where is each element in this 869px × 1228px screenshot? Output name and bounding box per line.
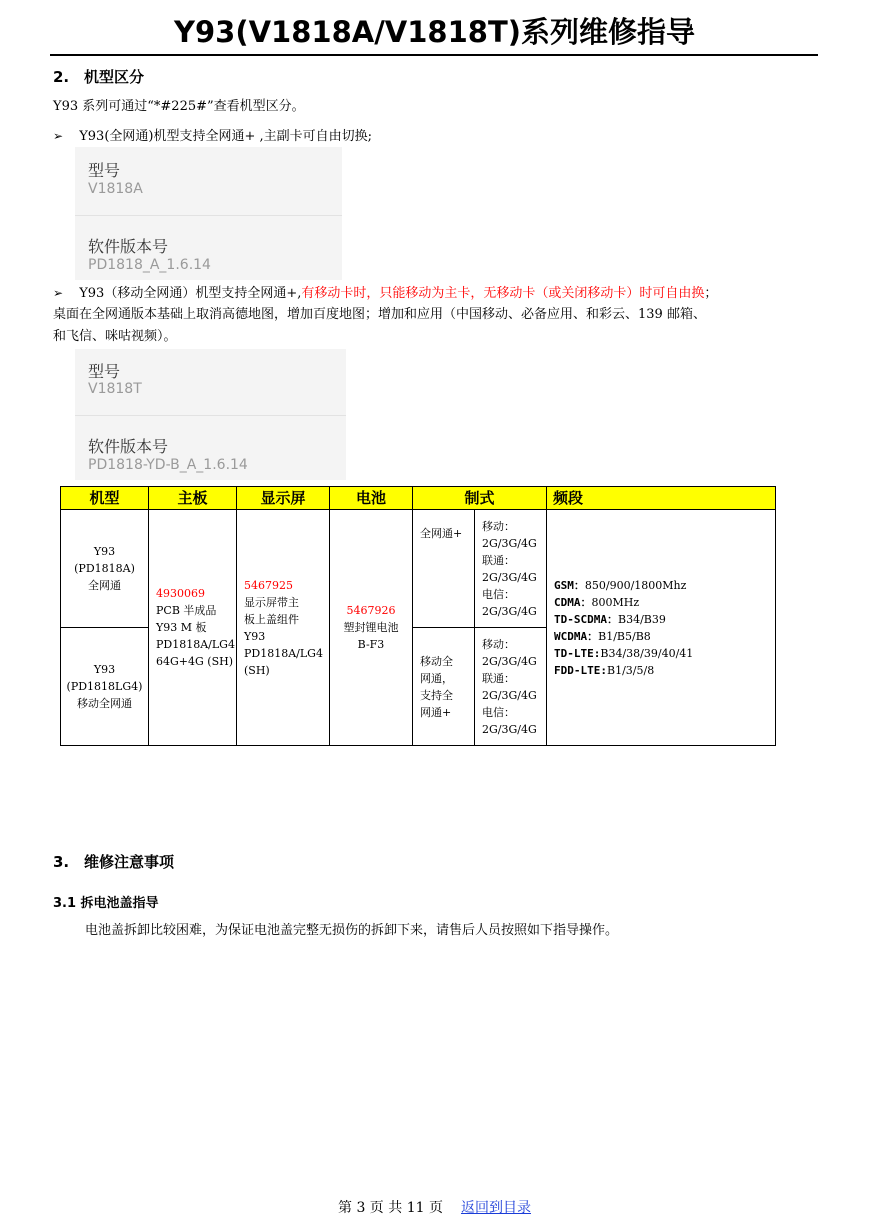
divider bbox=[75, 415, 346, 416]
model-cell-mobile-netcom bbox=[61, 628, 149, 746]
arrow-bullet-icon: ➢ bbox=[53, 129, 64, 143]
display-code: 5467925 bbox=[244, 578, 293, 592]
display-cell bbox=[237, 510, 330, 746]
battery-code: 5467926 bbox=[346, 604, 396, 617]
standard-name-line: 移动全 bbox=[420, 654, 453, 668]
band-value: B1/B5/B8 bbox=[598, 629, 651, 643]
carrier-label: 电信： bbox=[482, 705, 515, 719]
header-bands: 频段 bbox=[547, 487, 776, 510]
band-line bbox=[554, 662, 775, 679]
battery-line: B-F3 bbox=[357, 638, 385, 651]
model-value: V1818T bbox=[88, 381, 142, 397]
carrier-networks: 2G/3G/4G bbox=[482, 654, 537, 668]
standard-name-cell bbox=[413, 510, 475, 628]
document-title: Y93(V1818A/V1818T)系列维修指导 bbox=[174, 15, 695, 49]
table-row bbox=[61, 510, 776, 628]
band-key: TD-SCDMA： bbox=[554, 612, 618, 626]
band-value: 850/900/1800Mhz bbox=[584, 578, 687, 592]
board-cell bbox=[149, 510, 237, 746]
band-line bbox=[554, 628, 775, 645]
carrier-networks: 2G/3G/4G bbox=[482, 722, 537, 736]
header-standard: 制式 bbox=[413, 487, 547, 510]
standard-name-line: 网通， bbox=[420, 671, 453, 685]
table-header-row bbox=[61, 487, 776, 510]
standard-detail-cell bbox=[475, 510, 547, 628]
bullet-2-highlight: 有移动卡时，只能移动为主卡，无移动卡（或关闭移动卡）时可自由换 bbox=[301, 286, 705, 301]
standard-name: 全网通+ bbox=[420, 527, 463, 540]
header-model: 机型 bbox=[61, 487, 149, 510]
carrier-networks: 2G/3G/4G bbox=[482, 604, 537, 618]
model-label: 型号 bbox=[88, 362, 121, 381]
page-number: 第 3 页 共 11 页 bbox=[338, 1200, 443, 1216]
carrier-label: 移动： bbox=[482, 637, 515, 651]
title-divider bbox=[50, 54, 818, 56]
board-line: 64G+4G (SH) bbox=[156, 655, 233, 668]
band-line bbox=[554, 611, 775, 628]
model-code: (PD1818A) bbox=[74, 562, 135, 575]
standard-name-line: 网通+ bbox=[420, 705, 452, 719]
software-version-label: 软件版本号 bbox=[88, 237, 169, 256]
band-key: CDMA： bbox=[554, 595, 592, 609]
bullet-2-line-2: 桌面在全网通版本基础上取消高德地图，增加百度地图；增加和应用（中国移动、必备应用、和彩云、139 邮箱、 bbox=[53, 307, 706, 322]
band-value: 800MHz bbox=[591, 595, 640, 609]
software-version-label: 软件版本号 bbox=[88, 437, 169, 456]
display-line: Y93 bbox=[244, 629, 266, 643]
back-to-toc-link[interactable]: 返回到目录 bbox=[460, 1200, 531, 1216]
section-3-heading bbox=[53, 851, 174, 872]
section-2-title: 机型区分 bbox=[84, 68, 145, 86]
standard-name-line: 支持全 bbox=[420, 688, 453, 702]
standard-name-cell bbox=[413, 628, 475, 746]
display-line: (SH) bbox=[244, 663, 270, 677]
section-3-number: 3. bbox=[53, 853, 70, 871]
battery-cell bbox=[330, 510, 413, 746]
model-variant: 移动全网通 bbox=[77, 697, 132, 710]
carrier-networks: 2G/3G/4G bbox=[482, 570, 537, 584]
model-name: Y93 bbox=[93, 663, 116, 676]
software-version-value: PD1818_A_1.6.14 bbox=[88, 257, 211, 273]
carrier-networks: 2G/3G/4G bbox=[482, 688, 537, 702]
carrier-label: 电信： bbox=[482, 587, 515, 601]
model-info-screenshot-1 bbox=[75, 147, 342, 280]
band-line bbox=[554, 645, 775, 662]
board-line: PD1818A/LG4 bbox=[156, 638, 235, 651]
band-key: TD-LTE: bbox=[554, 646, 601, 660]
band-value: B1/3/5/8 bbox=[607, 663, 655, 677]
header-battery: 电池 bbox=[330, 487, 413, 510]
model-name: Y93 bbox=[93, 545, 116, 558]
standard-detail-cell bbox=[475, 628, 547, 746]
bullet-1-text: Y93(全网通)机型支持全网通+ ,主副卡可自由切换; bbox=[79, 129, 373, 144]
board-line: PCB 半成品 bbox=[156, 604, 217, 617]
model-cell-full-netcom bbox=[61, 510, 149, 628]
subsection-3-1-title: 3.1 拆电池盖指导 bbox=[53, 896, 159, 911]
bullet-item-1 bbox=[53, 125, 372, 148]
model-variant: 全网通 bbox=[88, 579, 121, 592]
header-display: 显示屏 bbox=[237, 487, 330, 510]
model-value: V1818A bbox=[88, 181, 143, 197]
carrier-label: 联通： bbox=[482, 553, 515, 567]
battery-line: 塑封锂电池 bbox=[343, 621, 399, 634]
bullet-2-line-3: 和飞信、咪咕视频）。 bbox=[53, 329, 177, 344]
model-label: 型号 bbox=[88, 161, 121, 180]
model-spec-table bbox=[60, 486, 776, 746]
bullet-2-text: Y93（移动全网通）机型支持全网通+, bbox=[79, 286, 302, 301]
divider bbox=[75, 215, 342, 216]
band-key: FDD-LTE: bbox=[554, 663, 607, 677]
page-footer bbox=[0, 1197, 869, 1217]
section-2-number: 2. bbox=[53, 68, 70, 86]
band-line bbox=[554, 594, 775, 611]
display-line: 板上盖组件 bbox=[244, 612, 299, 626]
band-key: GSM： bbox=[554, 578, 585, 592]
display-line: PD1818A/LG4 bbox=[244, 646, 323, 660]
board-line: Y93 M 板 bbox=[156, 621, 207, 634]
section-2-heading bbox=[53, 66, 144, 87]
header-board: 主板 bbox=[149, 487, 237, 510]
software-version-value: PD1818-YD-B_A_1.6.14 bbox=[88, 457, 248, 473]
carrier-label: 移动： bbox=[482, 519, 515, 533]
subsection-3-1-text: 电池盖拆卸比较困难，为保证电池盖完整无损伤的拆卸下来，请售后人员按照如下指导操作。 bbox=[85, 923, 619, 938]
band-line bbox=[554, 577, 775, 594]
band-value: B34/B39 bbox=[618, 612, 666, 626]
bands-cell bbox=[547, 510, 776, 746]
bullet-item-2 bbox=[53, 282, 813, 305]
board-code: 4930069 bbox=[156, 587, 205, 600]
model-info-screenshot-2 bbox=[75, 349, 346, 480]
carrier-networks: 2G/3G/4G bbox=[482, 536, 537, 550]
band-key: WCDMA： bbox=[554, 629, 599, 643]
section-2-intro: Y93 系列可通过“*#225#”查看机型区分。 bbox=[53, 99, 305, 114]
display-line: 显示屏带主 bbox=[244, 595, 299, 609]
arrow-bullet-icon: ➢ bbox=[53, 286, 64, 300]
model-code: (PD1818LG4) bbox=[66, 680, 143, 693]
carrier-label: 联通： bbox=[482, 671, 515, 685]
section-3-title: 维修注意事项 bbox=[84, 853, 175, 871]
bullet-2-end: ； bbox=[704, 286, 718, 301]
band-value: B34/38/39/40/41 bbox=[600, 646, 694, 660]
